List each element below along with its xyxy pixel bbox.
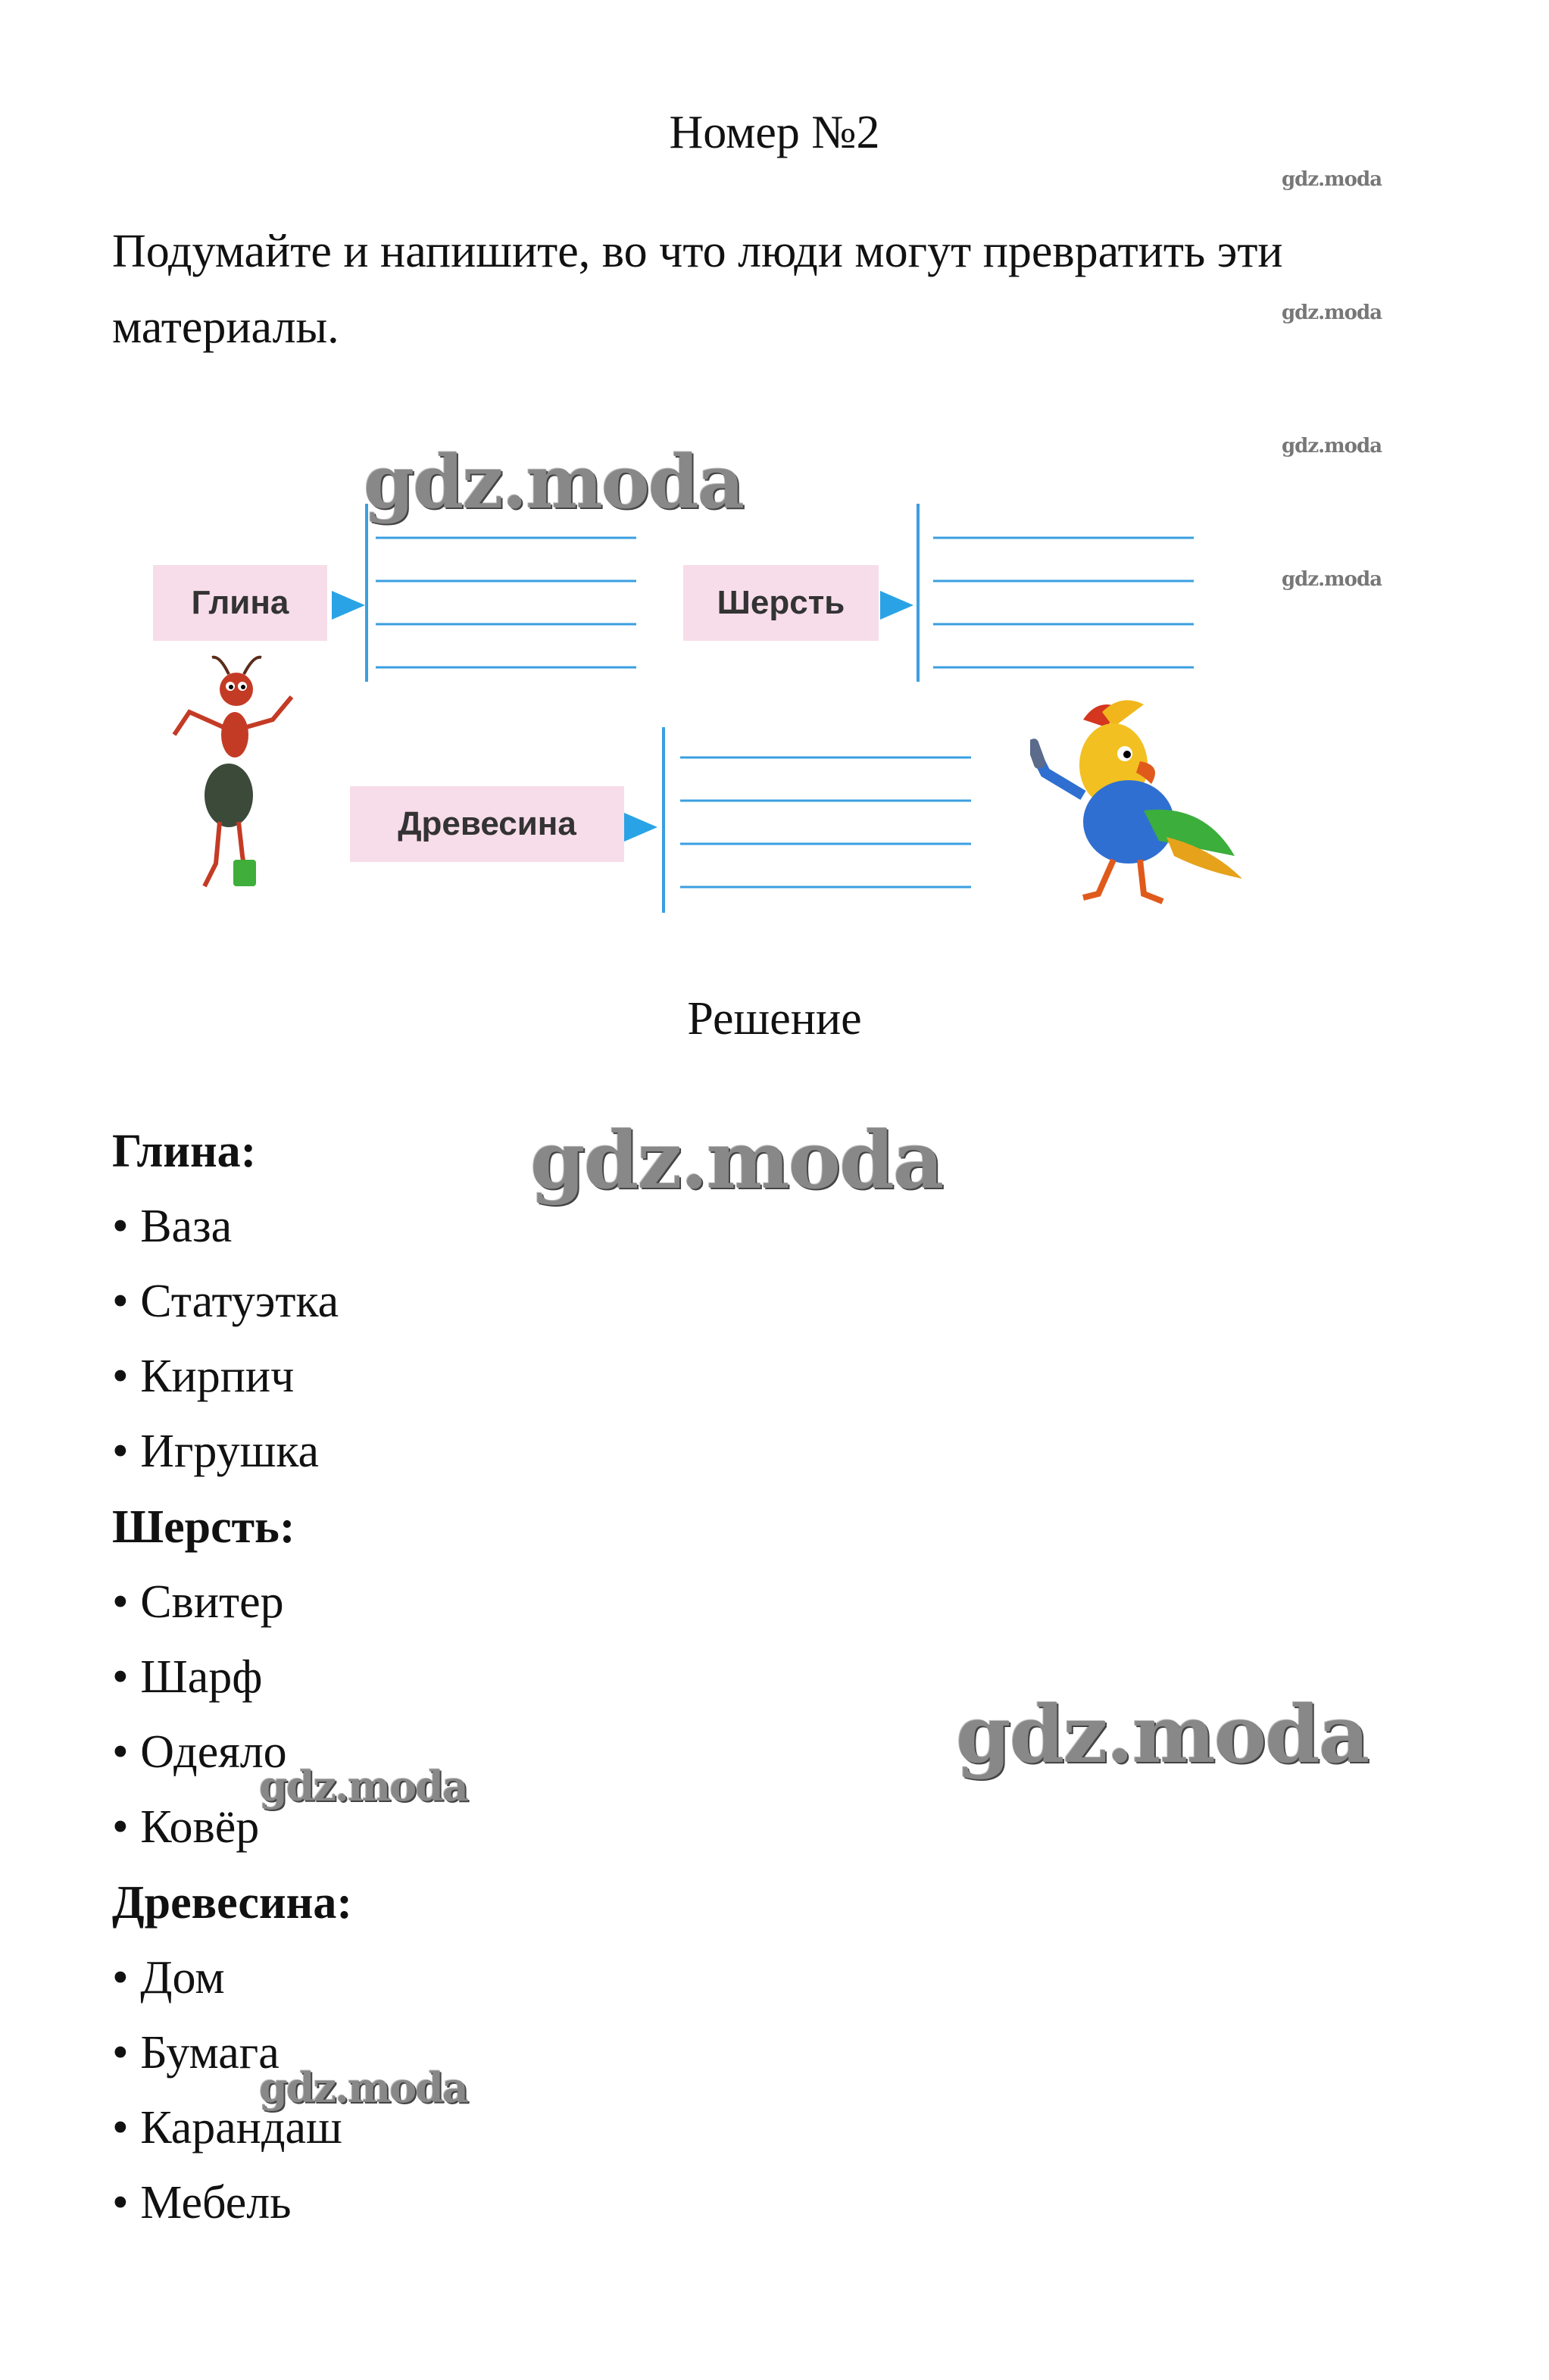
group-heading: Древесина: [112, 1877, 353, 1929]
ant-illustration [159, 651, 311, 901]
group-heading: Глина: [112, 1126, 257, 1177]
answer-lines-sherst [879, 500, 1363, 689]
watermark: gdz.moda [530, 1113, 943, 1207]
list-item: • Статуэтка [112, 1276, 339, 1327]
watermark: gdz.moda [1282, 435, 1382, 458]
label-sherst: Шерсть [683, 565, 879, 641]
list-item: • Бумага [112, 2027, 280, 2079]
list-item: • Карандаш [112, 2102, 342, 2154]
task-text: Подумайте и напишите, во что люди могут превратить эти материалы. [112, 226, 1283, 353]
arrow-icon [624, 813, 657, 842]
list-item: • Одеяло [112, 1726, 287, 1778]
list-item: • Дом [112, 1952, 225, 2004]
parrot-illustration [1030, 697, 1250, 917]
label-drevesina: Древесина [350, 786, 624, 862]
watermark: gdz.moda [259, 1762, 467, 1810]
group-heading: Шерсть: [112, 1501, 295, 1553]
page-title: Номер №2 [669, 107, 880, 158]
list-item: • Кирпич [112, 1351, 295, 1402]
list-item: • Ваза [112, 1201, 233, 1252]
arrow-icon [332, 591, 365, 620]
watermark: gdz.moda [1282, 168, 1382, 191]
arrow-icon [880, 591, 913, 620]
list-item: • Мебель [112, 2177, 292, 2229]
list-item: • Ковёр [112, 1801, 260, 1853]
watermark: gdz.moda [364, 439, 744, 525]
watermark: gdz.moda [259, 2063, 467, 2112]
list-item: • Игрушка [112, 1426, 320, 1477]
watermark: gdz.moda [1282, 568, 1382, 591]
watermark: gdz.moda [1282, 301, 1382, 324]
solution-title: Решение [687, 993, 862, 1045]
list-item: • Шарф [112, 1651, 263, 1703]
textbook-figure [136, 424, 1257, 939]
list-item: • Свитер [112, 1576, 284, 1628]
watermark: gdz.moda [956, 1688, 1369, 1781]
label-glina: Глина [153, 565, 327, 641]
